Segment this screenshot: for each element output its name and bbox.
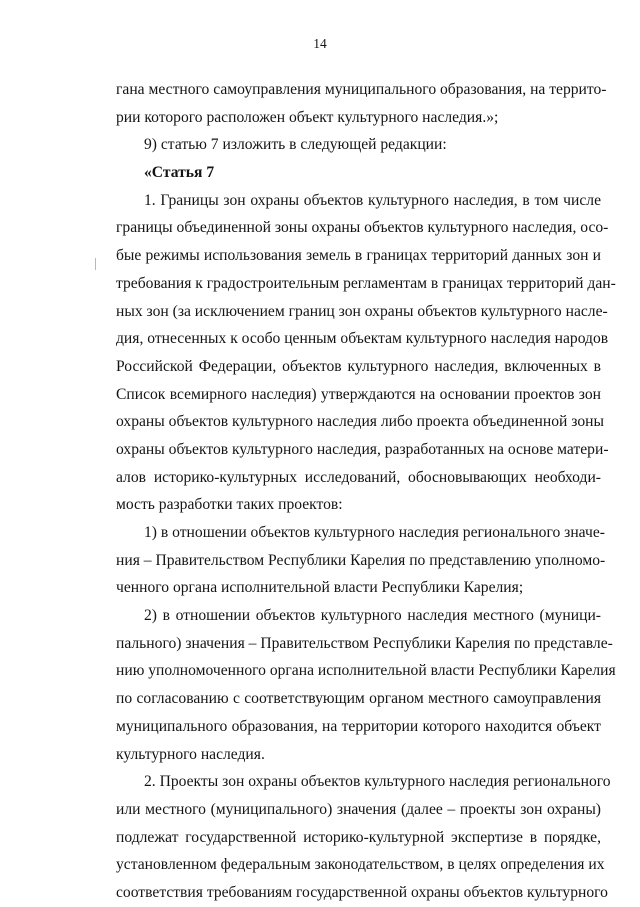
text-line: 9) статью 7 изложить в следующей редакции: <box>144 136 447 154</box>
text-line: или местного (муниципального) значения (далее – проекты зон охраны) <box>116 800 601 818</box>
text-line: охраны объектов культурного наследия, разработанных на основе матери- <box>116 440 609 458</box>
text-line: нию уполномоченного органа исполнительной власти Республики Карелия <box>116 662 616 680</box>
margin-mark <box>95 258 96 270</box>
text-line: дия, отнесенных к особо ценным объектам культурного наследия народов <box>116 330 609 348</box>
text-line: по согласованию с соответствующим органом местного самоуправления <box>116 690 601 708</box>
text-line: Список всемирного наследия) утверждаются на основании проектов зон <box>116 385 601 403</box>
text-line: ния – Правительством Республики Карелия по представлению уполномо- <box>116 551 606 569</box>
text-line: пального) значения – Правительством Республики Карелия по представле- <box>116 634 613 652</box>
text-line: алов историко-культурных исследований, обосновывающих необходи- <box>116 468 601 486</box>
text-line: подлежат государственной историко-культурной экспертизе в порядке, <box>116 828 601 846</box>
text-line: рии которого расположен объект культурного наследия.»; <box>116 108 499 126</box>
text-line: гана местного самоуправления муниципального образования, на террито- <box>116 81 607 98</box>
text-line: соответствия требованиям государственной охраны объектов культурного <box>116 883 608 901</box>
text-line: 2. Проекты зон охраны объектов культурного наследия регионального <box>144 773 611 791</box>
page-number: 14 <box>313 36 327 51</box>
text-line: 1. Границы зон охраны объектов культурного наследия, в том числе <box>144 191 601 209</box>
text-line: культурного наследия. <box>116 745 265 763</box>
text-line: границы объединенной зоны охраны объектов культурного наследия, осо- <box>116 219 609 237</box>
text-line: требования к градостроительным регламентам в границах территорий дан- <box>116 274 616 292</box>
text-line: охраны объектов культурного наследия либо проекта объединенной зоны <box>116 413 604 431</box>
text-line: муниципального образования, на территории которого находится объект <box>116 717 601 735</box>
article-heading: «Статья 7 <box>144 164 215 182</box>
text-line: ных зон (за исключением границ зон охраны объектов культурного насле- <box>116 302 608 320</box>
text-line: установленном федеральным законодательством, в целях определения их <box>116 856 605 874</box>
text-line: 2) в отношении объектов культурного наследия местного (муници- <box>144 607 601 625</box>
text-line: Российской Федерации, объектов культурного наследия, включенных в <box>116 357 601 375</box>
text-line: 1) в отношении объектов культурного наследия регионального значе- <box>144 524 605 541</box>
text-line: бые режимы использования земель в границах территорий данных зон и <box>116 247 601 265</box>
text-line: ченного органа исполнительной власти Республики Карелия; <box>116 579 524 597</box>
document-body <box>116 76 616 907</box>
text-line: мость разработки таких проектов: <box>116 496 343 514</box>
